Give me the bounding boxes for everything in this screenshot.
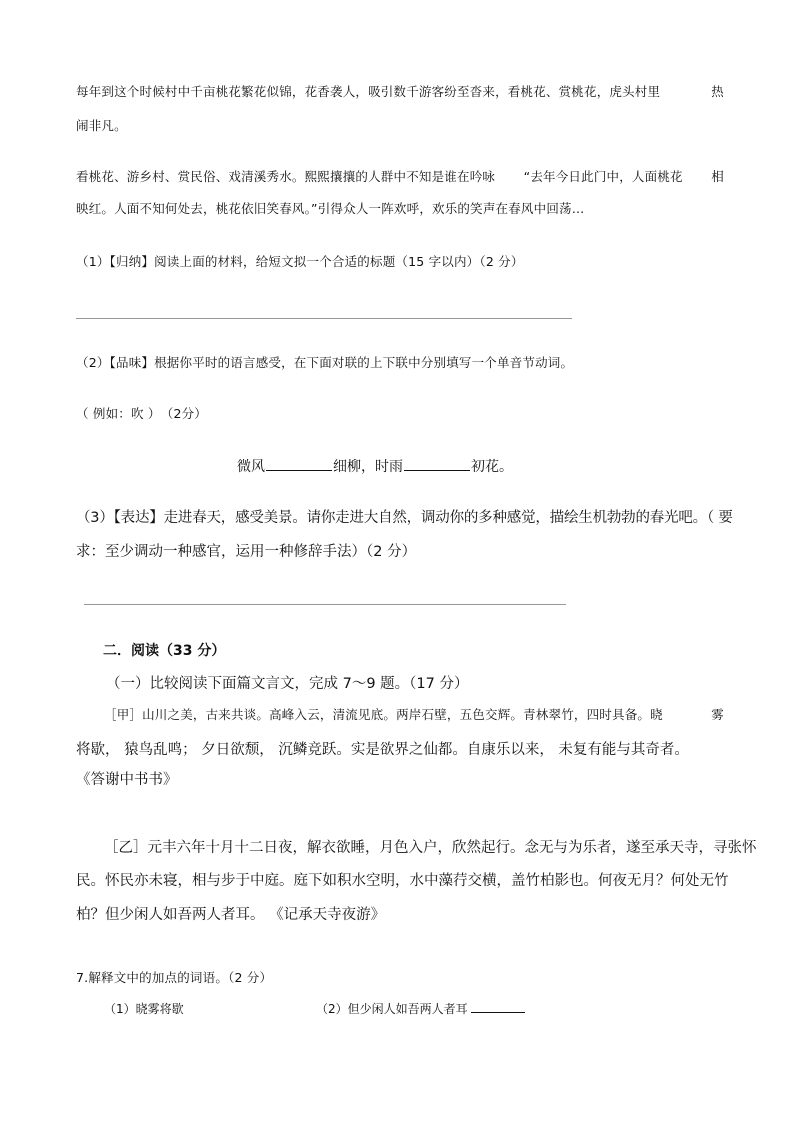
para2-line1-end: 相 [711, 169, 724, 184]
para1-line1 [76, 82, 724, 100]
question-3-line1: （3）【表达】走进春天，感受美景。请你走进大自然，调动你的多种感觉，描绘生机勃勃的春光吧。（ 要 [76, 510, 733, 526]
passage-yi-line2-b: 何夜无月？何处无竹 [598, 873, 729, 889]
answer-line-3[interactable] [84, 604, 566, 605]
para2-line1 [76, 167, 724, 185]
passage-jia-line1-end: 雾 [711, 707, 724, 722]
para1-line1-text: 每年到这个时候村中千亩桃花繁花似锦，花香袭人，吸引数千游客纷至沓来，看桃花、赏桃花，虎头村里 [76, 84, 661, 99]
passage-jia-line1-text: ［甲］山川之美，古来共谈。高峰入云，清流见底。两岸石壁，五色交辉。青林翠竹，四时具备。晓 [104, 707, 663, 722]
question-7-item-1: （1）晓雾将歇 [104, 1002, 184, 1016]
passage-yi-line3: 柏？但少闲人如吾两人者耳。 《记承天寺夜游》 [76, 907, 386, 923]
question-7-title: 7.解释文中的加点的词语。（2 分） [76, 970, 273, 985]
couplet-line [237, 456, 513, 476]
para2-line2: 映红。人面不知何处去，桃花依旧笑春风。”引得众人一阵欢呼，欢乐的笑声在春风中回荡… [76, 201, 585, 216]
question-7-item-2 [316, 1000, 525, 1017]
passage-yi-line2 [76, 869, 729, 890]
para1-line2: 闹非凡。 [76, 118, 127, 133]
passage-yi-line1-text: ［乙］元丰六年十月十二日夜，解衣欲睡，月色入户，欣然起行。念无与为乐者，遂至承天寺，寻张 [104, 840, 742, 856]
couplet-part-c: 初花。 [471, 459, 513, 475]
question-2-line1: （2）【品味】根据你平时的语言感受，在下面对联的上下联中分别填写一个单音节动词。 [76, 355, 574, 370]
passage-jia-line2: 将歇， 猿鸟乱鸣； 夕日欲颓， 沉鳞竞跃。实是欲界之仙都。自康乐以来， 未复有能与其奇者。 [76, 742, 689, 758]
question-3-line2: 求：至少调动一种感官，运用一种修辞手法）（2 分） [76, 544, 417, 560]
question-2-line2: （ 例如：吹 ） （2分） [76, 406, 208, 421]
couplet-blank-2[interactable] [404, 458, 470, 471]
question-1: （1）【归纳】阅读上面的材料，给短文拟一个合适的标题（15 字以内）（2 分） [76, 254, 524, 269]
section-heading: 二．阅读（33 分） [103, 643, 226, 659]
passage-yi-line1 [104, 836, 757, 857]
couplet-part-b: 细柳，时雨 [333, 459, 403, 475]
passage-jia-source: 《答谢中书书》 [76, 772, 178, 788]
passage-yi-line1-end: 怀 [742, 840, 757, 856]
section-subheading: （一）比较阅读下面篇文言文，完成 7～9 题。（17 分） [106, 676, 469, 692]
question-7-item-2-text: （2）但少闲人如吾两人者耳 [316, 1002, 468, 1016]
couplet-blank-1[interactable] [266, 458, 332, 471]
para1-line1-end: 热 [711, 84, 724, 99]
couplet-part-a: 微风 [237, 459, 265, 475]
para2-line1-text: 看桃花、游乡村、赏民俗、戏清溪秀水。熙熙攘攘的人群中不知是谁在吟咏 [76, 169, 496, 184]
question-7-blank[interactable] [471, 1002, 525, 1013]
passage-jia-line1 [104, 705, 724, 723]
answer-line-1[interactable] [76, 318, 572, 319]
passage-yi-line2-a: 民。怀民亦未寝，相与步于中庭。庭下如积水空明，水中藻荇交横，盖竹柏影也。 [76, 873, 598, 889]
para2-line1-quote: “去年今日此门中，人面桃花 [523, 169, 683, 184]
